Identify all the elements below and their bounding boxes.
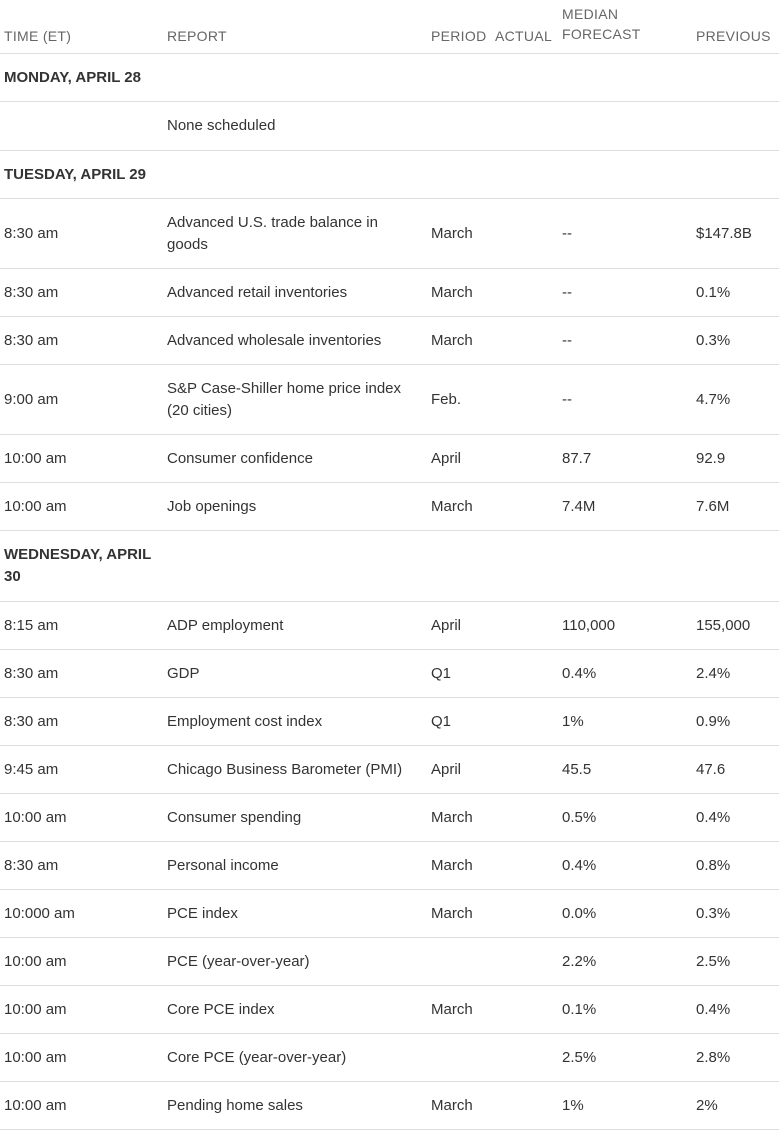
table-row — [0, 794, 779, 842]
day-label: WEDNESDAY, APRIL 30 — [4, 546, 151, 585]
header-period: PERIOD — [427, 0, 491, 54]
cell-period: Q1 — [427, 650, 491, 698]
table-row — [0, 602, 779, 650]
cell-period — [427, 1034, 491, 1082]
cell-time: 9:45 am — [0, 746, 163, 794]
cell-period: Q1 — [427, 698, 491, 746]
cell-time: 8:30 am — [0, 269, 163, 317]
cell-report: PCE index — [163, 890, 427, 938]
cell-previous: 0.4% — [692, 794, 779, 842]
cell-previous: 0.1% — [692, 269, 779, 317]
cell-actual — [491, 602, 558, 650]
cell-forecast: 0.4% — [558, 842, 692, 890]
cell-report: GDP — [163, 650, 427, 698]
cell-time — [0, 102, 163, 151]
cell-period: March — [427, 986, 491, 1034]
table-row — [0, 1082, 779, 1130]
cell-forecast: 7.4M — [558, 483, 692, 531]
cell-report: Pending home sales — [163, 1082, 427, 1130]
cell-actual — [491, 842, 558, 890]
cell-actual — [491, 986, 558, 1034]
cell-forecast: 0.0% — [558, 890, 692, 938]
cell-previous: 0.8% — [692, 842, 779, 890]
table-body — [0, 54, 779, 1130]
cell-period: March — [427, 842, 491, 890]
cell-actual — [491, 199, 558, 269]
cell-time: 10:00 am — [0, 483, 163, 531]
cell-period: March — [427, 269, 491, 317]
cell-forecast: 110,000 — [558, 602, 692, 650]
cell-report: ADP employment — [163, 602, 427, 650]
cell-period — [427, 938, 491, 986]
table-row — [0, 650, 779, 698]
cell-previous: 2% — [692, 1082, 779, 1130]
cell-time: 10:00 am — [0, 986, 163, 1034]
cell-actual — [491, 269, 558, 317]
cell-previous: 2.8% — [692, 1034, 779, 1082]
table-row — [0, 986, 779, 1034]
cell-period: Feb. — [427, 365, 491, 435]
table-row — [0, 435, 779, 483]
cell-actual — [491, 698, 558, 746]
day-row-wednesday — [0, 531, 779, 602]
cell-period: March — [427, 794, 491, 842]
day-label-wrap — [0, 531, 779, 602]
table-row — [0, 698, 779, 746]
table-row — [0, 842, 779, 890]
cell-time: 9:00 am — [0, 365, 163, 435]
cell-actual — [491, 483, 558, 531]
cell-report: Chicago Business Barometer (PMI) — [163, 746, 427, 794]
header-forecast-line1: MEDIAN — [562, 6, 619, 22]
cell-forecast: 0.1% — [558, 986, 692, 1034]
cell-report: S&P Case-Shiller home price index (20 cities) — [163, 365, 427, 435]
cell-actual — [491, 317, 558, 365]
cell-time: 8:30 am — [0, 650, 163, 698]
cell-report: Personal income — [163, 842, 427, 890]
cell-forecast: -- — [558, 317, 692, 365]
cell-previous: 92.9 — [692, 435, 779, 483]
cell-period: March — [427, 483, 491, 531]
table-row — [0, 1034, 779, 1082]
cell-report: Consumer confidence — [163, 435, 427, 483]
cell-actual — [491, 435, 558, 483]
cell-forecast: -- — [558, 199, 692, 269]
cell-period: April — [427, 602, 491, 650]
cell-time: 10:000 am — [0, 890, 163, 938]
cell-report: Consumer spending — [163, 794, 427, 842]
header-report: REPORT — [163, 0, 427, 54]
cell-report: Advanced retail inventories — [163, 269, 427, 317]
cell-forecast: 45.5 — [558, 746, 692, 794]
table-row — [0, 317, 779, 365]
cell-actual — [491, 1034, 558, 1082]
cell-actual — [491, 794, 558, 842]
cell-previous: 7.6M — [692, 483, 779, 531]
cell-time: 8:30 am — [0, 317, 163, 365]
cell-forecast: 1% — [558, 1082, 692, 1130]
cell-report: Core PCE index — [163, 986, 427, 1034]
cell-previous: 47.6 — [692, 746, 779, 794]
cell-report: Advanced U.S. trade balance in goods — [163, 199, 427, 269]
table-row — [0, 890, 779, 938]
day-label: MONDAY, APRIL 28 — [0, 54, 779, 102]
table-row — [0, 483, 779, 531]
day-row-monday — [0, 54, 779, 102]
cell-report: Advanced wholesale inventories — [163, 317, 427, 365]
cell-forecast: -- — [558, 269, 692, 317]
table-row — [0, 938, 779, 986]
cell-previous: 2.5% — [692, 938, 779, 986]
cell-time: 8:30 am — [0, 698, 163, 746]
cell-forecast: 0.5% — [558, 794, 692, 842]
cell-actual — [491, 890, 558, 938]
cell-time: 8:15 am — [0, 602, 163, 650]
cell-time: 10:00 am — [0, 435, 163, 483]
header-median-forecast — [558, 0, 692, 54]
cell-time: 8:30 am — [0, 199, 163, 269]
none-scheduled-row — [0, 102, 779, 151]
none-scheduled-text: None scheduled — [163, 102, 779, 151]
cell-actual — [491, 650, 558, 698]
cell-time: 10:00 am — [0, 938, 163, 986]
cell-report: Job openings — [163, 483, 427, 531]
cell-period: March — [427, 1082, 491, 1130]
cell-actual — [491, 938, 558, 986]
table-header — [0, 0, 779, 54]
cell-period: March — [427, 317, 491, 365]
cell-report: Employment cost index — [163, 698, 427, 746]
day-label: TUESDAY, APRIL 29 — [0, 151, 779, 199]
header-forecast-line2: FORECAST — [562, 26, 641, 42]
cell-actual — [491, 746, 558, 794]
header-time: TIME (ET) — [0, 0, 163, 54]
table-row — [0, 199, 779, 269]
cell-period: March — [427, 199, 491, 269]
cell-forecast: 0.4% — [558, 650, 692, 698]
cell-time: 10:00 am — [0, 794, 163, 842]
cell-forecast: 1% — [558, 698, 692, 746]
cell-period: March — [427, 890, 491, 938]
cell-previous: 0.9% — [692, 698, 779, 746]
cell-previous: 0.3% — [692, 890, 779, 938]
header-row — [0, 0, 779, 54]
cell-previous: 2.4% — [692, 650, 779, 698]
cell-report: Core PCE (year-over-year) — [163, 1034, 427, 1082]
cell-actual — [491, 1082, 558, 1130]
cell-time: 10:00 am — [0, 1082, 163, 1130]
cell-actual — [491, 365, 558, 435]
cell-previous: 0.3% — [692, 317, 779, 365]
cell-previous: $147.8B — [692, 199, 779, 269]
cell-forecast: 2.2% — [558, 938, 692, 986]
cell-period: April — [427, 435, 491, 483]
table-row — [0, 365, 779, 435]
cell-previous: 155,000 — [692, 602, 779, 650]
table-row — [0, 269, 779, 317]
cell-forecast: -- — [558, 365, 692, 435]
cell-report: PCE (year-over-year) — [163, 938, 427, 986]
day-row-tuesday — [0, 151, 779, 199]
cell-previous: 4.7% — [692, 365, 779, 435]
header-previous: PREVIOUS — [692, 0, 779, 54]
header-actual: ACTUAL — [491, 0, 558, 54]
cell-previous: 0.4% — [692, 986, 779, 1034]
cell-period: April — [427, 746, 491, 794]
table-row — [0, 746, 779, 794]
cell-time: 8:30 am — [0, 842, 163, 890]
cell-time: 10:00 am — [0, 1034, 163, 1082]
cell-forecast: 2.5% — [558, 1034, 692, 1082]
cell-forecast: 87.7 — [558, 435, 692, 483]
